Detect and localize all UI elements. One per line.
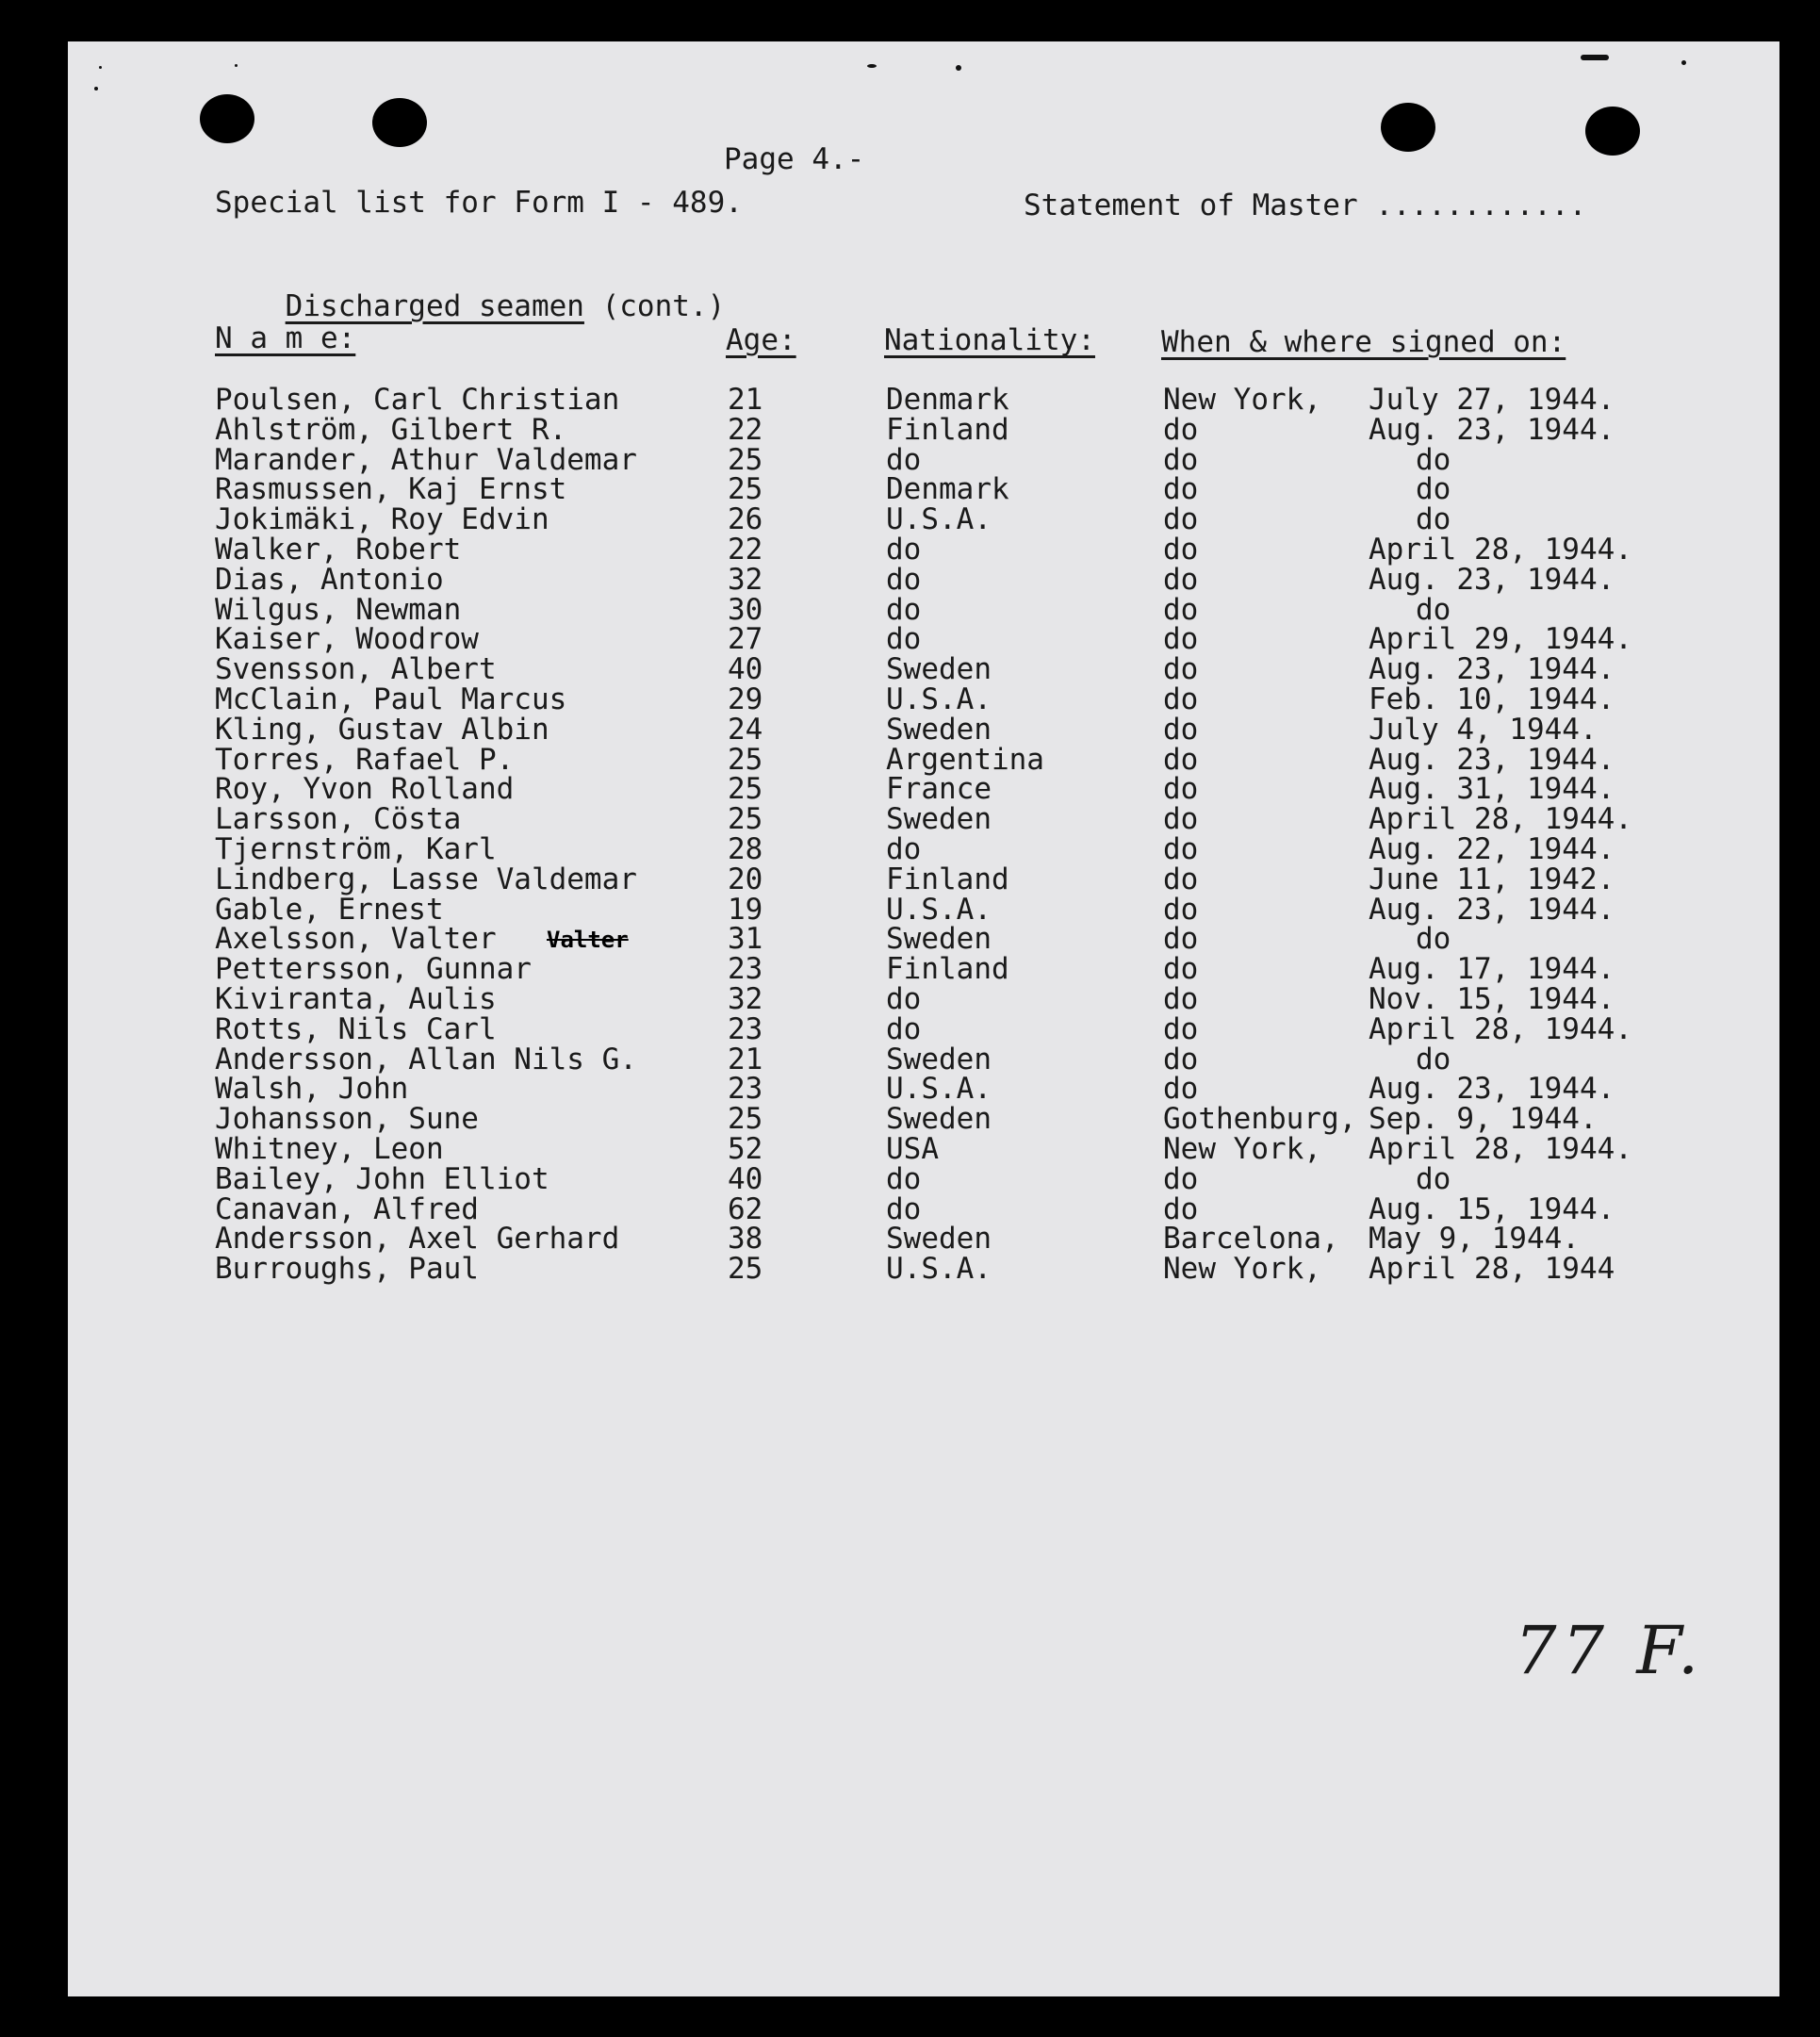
seaman-name: Marander, Athur Valdemar: [215, 442, 637, 477]
table-row: [68, 622, 1779, 657]
signed-on-place: do: [1163, 922, 1199, 957]
seaman-name: Lindberg, Lasse Valdemar: [215, 862, 637, 896]
seaman-name: Pettersson, Gunnar: [215, 952, 532, 987]
seaman-name: Kaiser, Woodrow: [215, 622, 479, 657]
seaman-name: Johansson, Sune: [215, 1102, 479, 1137]
seaman-age: 23: [728, 1011, 763, 1046]
signed-on-date: Aug. 31, 1944.: [1369, 772, 1615, 807]
signed-on-place: do: [1163, 412, 1199, 447]
signed-on-place: do: [1163, 832, 1199, 866]
table-row: [68, 1132, 1779, 1166]
seaman-nationality: U.S.A.: [886, 1072, 992, 1107]
signed-on-place: do: [1163, 652, 1199, 687]
table-row: [68, 1102, 1779, 1137]
table-row: [68, 952, 1779, 987]
seaman-name: Andersson, Axel Gerhard: [215, 1222, 620, 1257]
signed-on-date: do: [1416, 1042, 1451, 1076]
signed-on-date: Aug. 23, 1944.: [1369, 742, 1615, 777]
table-row: [68, 832, 1779, 866]
signed-on-date: do: [1416, 922, 1451, 957]
table-row: [68, 1252, 1779, 1287]
document-page: [68, 41, 1779, 1996]
seaman-age: 38: [728, 1222, 763, 1257]
seaman-age: 40: [728, 1161, 763, 1196]
table-row: [68, 652, 1779, 687]
seaman-age: 26: [728, 502, 763, 537]
seaman-name: Larsson, Cösta: [215, 802, 462, 837]
seaman-nationality: Finland: [886, 952, 1009, 987]
table-row: [68, 682, 1779, 716]
seaman-name: Roy, Yvon Rolland: [215, 772, 515, 807]
signed-on-place: New York,: [1163, 1252, 1321, 1287]
seaman-age: 29: [728, 682, 763, 716]
seaman-nationality: Sweden: [886, 1102, 992, 1137]
signed-on-place: do: [1163, 562, 1199, 597]
seaman-nationality: Argentina: [886, 742, 1044, 777]
seaman-age: 19: [728, 892, 763, 927]
seaman-name: Kling, Gustav Albin: [215, 712, 549, 747]
signed-on-place: do: [1163, 772, 1199, 807]
signed-on-date: do: [1416, 1161, 1451, 1196]
signed-on-date: Nov. 15, 1944.: [1369, 982, 1615, 1016]
seaman-name: Ahlström, Gilbert R.: [215, 412, 567, 447]
table-row: [68, 592, 1779, 627]
seaman-nationality: do: [886, 533, 922, 567]
seaman-age: 23: [728, 952, 763, 987]
seaman-nationality: USA: [886, 1132, 939, 1166]
table-row: [68, 1011, 1779, 1046]
punch-hole: [200, 94, 254, 143]
seaman-name: Axelsson, Valter: [215, 922, 497, 957]
seaman-nationality: U.S.A.: [886, 1252, 992, 1287]
seaman-age: 52: [728, 1132, 763, 1166]
table-row: [68, 1042, 1779, 1076]
seaman-name: Kiviranta, Aulis: [215, 982, 497, 1016]
signed-on-date: Sep. 9, 1944.: [1369, 1102, 1598, 1137]
seaman-age: 31: [728, 922, 763, 957]
seaman-nationality: Denmark: [886, 383, 1009, 417]
statement-label: Statement of Master ............: [1024, 189, 1587, 222]
seaman-age: 20: [728, 862, 763, 896]
signed-on-place: do: [1163, 742, 1199, 777]
seaman-age: 25: [728, 472, 763, 507]
punch-hole: [372, 98, 427, 147]
signed-on-place: do: [1163, 862, 1199, 896]
seaman-age: 22: [728, 412, 763, 447]
signed-on-place: do: [1163, 682, 1199, 716]
table-row: [68, 1222, 1779, 1257]
seaman-age: 32: [728, 982, 763, 1016]
seaman-age: 25: [728, 442, 763, 477]
seaman-age: 25: [728, 742, 763, 777]
signed-on-date: Aug. 23, 1944.: [1369, 412, 1615, 447]
struck-out-text: Valter: [547, 927, 629, 954]
page-number: Page 4.-: [724, 142, 865, 176]
signed-on-date: Aug. 23, 1944.: [1369, 892, 1615, 927]
seaman-nationality: Sweden: [886, 1042, 992, 1076]
seaman-age: 25: [728, 772, 763, 807]
table-row: [68, 742, 1779, 777]
signed-on-place: do: [1163, 1072, 1199, 1107]
handwritten-note: 77 F.: [1515, 1612, 1705, 1689]
column-header-signed-on: When & where signed on:: [1161, 325, 1566, 359]
seaman-nationality: U.S.A.: [886, 502, 992, 537]
signed-on-place: do: [1163, 442, 1199, 477]
seaman-age: 40: [728, 652, 763, 687]
signed-on-place: New York,: [1163, 383, 1321, 417]
signed-on-place: Gothenburg,: [1163, 1102, 1357, 1137]
seaman-age: 32: [728, 562, 763, 597]
seaman-nationality: do: [886, 982, 922, 1016]
signed-on-place: do: [1163, 892, 1199, 927]
seaman-nationality: do: [886, 592, 922, 627]
signed-on-date: Feb. 10, 1944.: [1369, 682, 1615, 716]
seaman-name: Tjernström, Karl: [215, 832, 497, 866]
seaman-name: Dias, Antonio: [215, 562, 444, 597]
table-row: [68, 802, 1779, 837]
seaman-name: Canavan, Alfred: [215, 1191, 479, 1226]
column-header-nationality: Nationality:: [884, 323, 1095, 357]
signed-on-place: do: [1163, 982, 1199, 1016]
table-row: [68, 1161, 1779, 1196]
seaman-nationality: do: [886, 562, 922, 597]
signed-on-date: May 9, 1944.: [1369, 1222, 1580, 1257]
seaman-name: Walsh, John: [215, 1072, 409, 1107]
punch-hole: [1381, 103, 1435, 152]
signed-on-date: Aug. 17, 1944.: [1369, 952, 1615, 987]
signed-on-place: do: [1163, 1161, 1199, 1196]
table-row: [68, 412, 1779, 447]
signed-on-place: do: [1163, 622, 1199, 657]
table-row: [68, 892, 1779, 927]
signed-on-place: do: [1163, 952, 1199, 987]
signed-on-place: do: [1163, 1042, 1199, 1076]
signed-on-date: Aug. 23, 1944.: [1369, 652, 1615, 687]
seaman-age: 27: [728, 622, 763, 657]
seaman-nationality: U.S.A.: [886, 892, 992, 927]
seaman-age: 28: [728, 832, 763, 866]
seaman-nationality: do: [886, 832, 922, 866]
seaman-name: Walker, Robert: [215, 533, 462, 567]
signed-on-date: April 28, 1944: [1369, 1252, 1615, 1287]
seaman-name: Bailey, John Elliot: [215, 1161, 549, 1196]
section-title-text: Discharged seamen: [285, 289, 584, 323]
seaman-name: Rasmussen, Kaj Ernst: [215, 472, 567, 507]
table-row: [68, 922, 1779, 957]
seaman-age: 25: [728, 1102, 763, 1137]
signed-on-place: Barcelona,: [1163, 1222, 1339, 1257]
seaman-age: 25: [728, 1252, 763, 1287]
signed-on-date: April 28, 1944.: [1369, 1011, 1632, 1046]
seaman-nationality: do: [886, 1011, 922, 1046]
signed-on-place: do: [1163, 1191, 1199, 1226]
seaman-nationality: do: [886, 1191, 922, 1226]
seaman-name: Rotts, Nils Carl: [215, 1011, 497, 1046]
seaman-name: Jokimäki, Roy Edvin: [215, 502, 549, 537]
seaman-nationality: do: [886, 622, 922, 657]
signed-on-place: do: [1163, 592, 1199, 627]
seaman-nationality: Sweden: [886, 712, 992, 747]
table-row: [68, 502, 1779, 537]
signed-on-date: Aug. 23, 1944.: [1369, 1072, 1615, 1107]
seaman-nationality: Sweden: [886, 802, 992, 837]
table-row: [68, 472, 1779, 507]
seaman-age: 21: [728, 1042, 763, 1076]
table-row: [68, 772, 1779, 807]
table-row: [68, 1191, 1779, 1226]
signed-on-date: July 4, 1944.: [1369, 712, 1598, 747]
column-header-name: N a m e:: [215, 321, 356, 355]
form-label: Special list for Form I - 489.: [215, 186, 743, 220]
table-row: [68, 442, 1779, 477]
table-row: [68, 383, 1779, 417]
seaman-age: 30: [728, 592, 763, 627]
signed-on-place: do: [1163, 1011, 1199, 1046]
seaman-name: Wilgus, Newman: [215, 592, 462, 627]
seaman-nationality: Sweden: [886, 922, 992, 957]
seaman-nationality: Sweden: [886, 1222, 992, 1257]
seaman-age: 25: [728, 802, 763, 837]
table-row: [68, 982, 1779, 1016]
signed-on-date: June 11, 1942.: [1369, 862, 1615, 896]
signed-on-place: do: [1163, 533, 1199, 567]
table-row: [68, 535, 1779, 565]
signed-on-place: do: [1163, 472, 1199, 507]
seaman-name: McClain, Paul Marcus: [215, 682, 567, 716]
table-row: [68, 712, 1779, 747]
seaman-nationality: Finland: [886, 862, 1009, 896]
seaman-nationality: U.S.A.: [886, 682, 992, 716]
signed-on-place: do: [1163, 802, 1199, 837]
signed-on-place: do: [1163, 712, 1199, 747]
signed-on-date: April 28, 1944.: [1369, 533, 1632, 567]
section-title-suffix: (cont.): [601, 289, 726, 323]
seaman-nationality: Finland: [886, 412, 1009, 447]
signed-on-date: do: [1416, 442, 1451, 477]
seaman-name: Svensson, Albert: [215, 652, 497, 687]
table-row: [68, 862, 1779, 896]
seaman-age: 21: [728, 383, 763, 417]
seaman-name: Torres, Rafael P.: [215, 742, 515, 777]
punch-hole: [1585, 107, 1640, 156]
seaman-name: Whitney, Leon: [215, 1132, 444, 1166]
table-row: [68, 1072, 1779, 1107]
seaman-name: Andersson, Allan Nils G.: [215, 1042, 637, 1076]
seaman-age: 62: [728, 1191, 763, 1226]
seaman-name: Burroughs, Paul: [215, 1252, 479, 1287]
seaman-nationality: Denmark: [886, 472, 1009, 507]
signed-on-date: do: [1416, 472, 1451, 507]
signed-on-date: July 27, 1944.: [1369, 383, 1615, 417]
seaman-nationality: do: [886, 1161, 922, 1196]
table-row: [68, 562, 1779, 597]
seaman-name: Gable, Ernest: [215, 892, 444, 927]
seaman-age: 24: [728, 712, 763, 747]
signed-on-place: do: [1163, 502, 1199, 537]
signed-on-place: New York,: [1163, 1132, 1321, 1166]
signed-on-date: April 28, 1944.: [1369, 1132, 1632, 1166]
signed-on-date: do: [1416, 502, 1451, 537]
seaman-nationality: France: [886, 772, 992, 807]
seaman-nationality: do: [886, 442, 922, 477]
signed-on-date: Aug. 23, 1944.: [1369, 562, 1615, 597]
seaman-age: 22: [728, 533, 763, 567]
seaman-age: 23: [728, 1072, 763, 1107]
signed-on-date: do: [1416, 592, 1451, 627]
column-header-age: Age:: [726, 323, 796, 357]
seaman-nationality: Sweden: [886, 652, 992, 687]
seaman-name: Poulsen, Carl Christian: [215, 383, 620, 417]
signed-on-date: April 28, 1944.: [1369, 802, 1632, 837]
signed-on-date: Aug. 22, 1944.: [1369, 832, 1615, 866]
signed-on-date: April 29, 1944.: [1369, 622, 1632, 657]
signed-on-date: Aug. 15, 1944.: [1369, 1191, 1615, 1226]
